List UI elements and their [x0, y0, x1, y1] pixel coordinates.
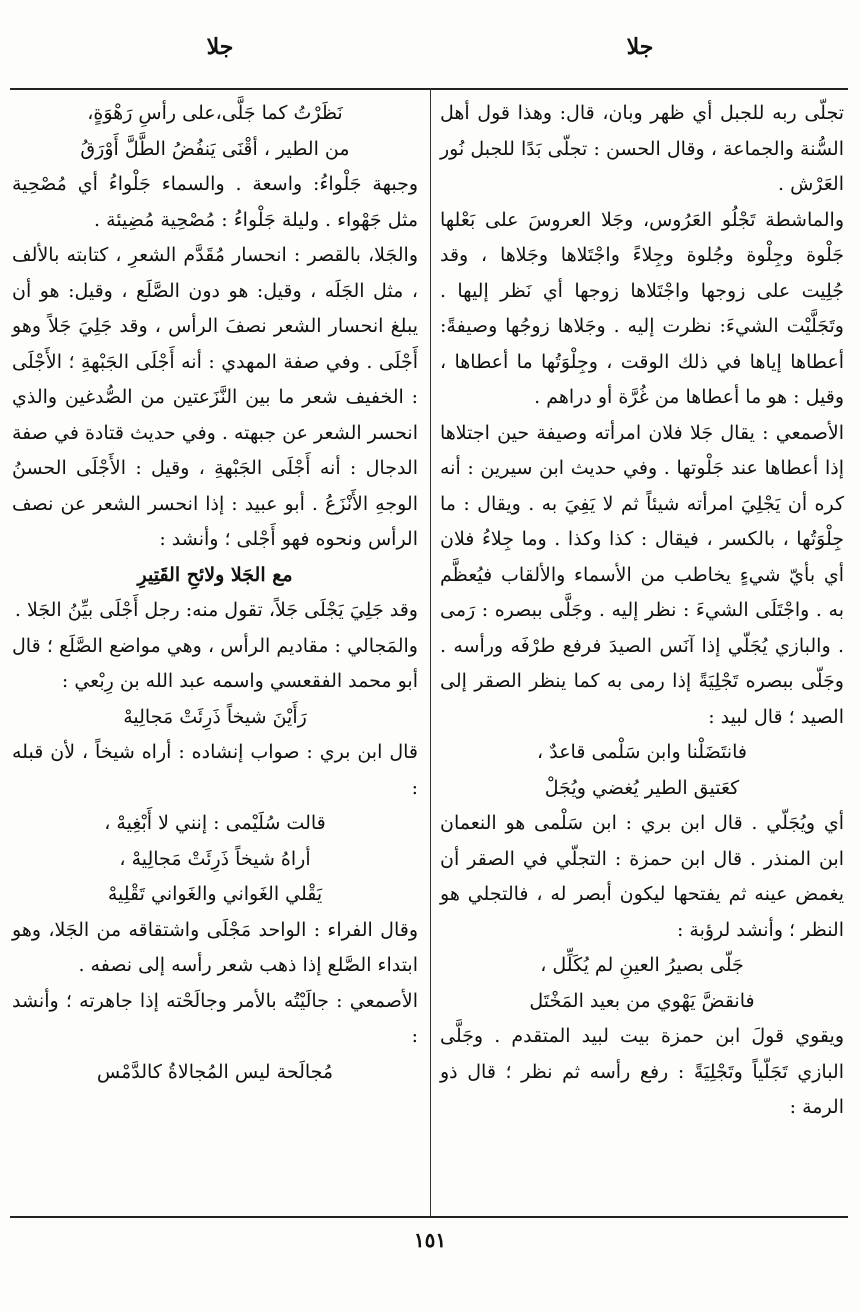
paragraph: وجبهة جَلْواءُ: واسعة . والسماء جَلْواءُ أي مُصْحِية مثل جَهْواء . وليلة جَلْواءُ : مُصْحِية مُضِيئة . [12, 173, 418, 231]
paragraph: والجَلا، بالقصر : انحسار مُقَدَّم الشعرِ ، كتابته بالألف ، مثل الجَلَه ، وقيل: هو دون الصَّلَع ، وقيل: هو أن يبلغ انحسار الشعر نصفَ الرأس ، وقد جَلِيَ جَلاً وهو أَجْلَى . وفي صفة المهدي : أنه أَجْلَى الجَبْهةِ ؛ الأَجْلَى : الخفيف شعر ما بين النَّزَعتين من الصُّدغين والذي انحسر الشعر عن جبهته . وفي حديث قتادة في صفة الدجال : أنه أَجْلَى الجَبْهةِ ، وقيل : الأَجْلَى الحسنُ الوجهِ الأَنْزَعُ . أبو عبيد : إذا انحسر الشعر عن نصف الرأس ونحوه فهو أَجْلى ؛ وأنشد : [12, 244, 418, 550]
verse-line: نَظَرْتُ كما جَلَّى،على رأسِ رَهْوَةٍ، [87, 102, 343, 124]
paragraph: الأصمعي : جالَيْتُه بالأمر وجالَحْته إذا جاهرته ؛ وأنشد : [12, 989, 418, 1047]
paragraph: الأصمعي : يقال جَلا فلان امرأته وصيفة حين اجتلاها إذا أعطاها عند جَلْوتها . وفي حديث ابن سيرين : أنه كره أن يَجْلِيَ امرأته شيئاً ثم لا يَفِيَ به . ويقال : ما جِلْوَتُها ، بالكسر ، فيقال : كذا وكذا . وما جِلاءُ فلان أي بأيّ شيءٍ يخاطب من الأسماء والألقاب فيُعظَّم به . واجْتَلَى الشيءَ : نظر إليه . وجَلَّى ببصره : رَمى . والبازي يُجَلّي إذا آنَس الصيدَ فرفع طرْفَه ورأسه . وجَلّى ببصره تَجْلِيَةً إذا رمى به كما ينظر الصقر إلى الصيد ؛ قال لبيد : [440, 421, 844, 728]
paragraph: وقد جَلِيَ يَجْلَى جَلاً، تقول منه: رجل أَجْلَى بيِّنُ الجَلا . [14, 599, 418, 621]
verse-line: جَلّى بصيرُ العينِ لم يُكَلِّل ، [540, 954, 744, 976]
paragraph: أي ويُجَلّي . قال ابن بري : ابن سَلْمى هو النعمان ابن المنذر . قال ابن حمزة : التجلّي في الصقر أن يغمض عينه ثم يفتحها ليكون أبصر له ، فالتجلي هو النظر ؛ وأنشد لرؤبة : [440, 812, 844, 941]
verse-line: أراهُ شيخاً ذَرِئَتْ مَجالِيهْ ، [119, 847, 311, 870]
verse-line: يَقْلي الغَواني والغَواني تَقْلِيهْ [107, 883, 323, 905]
paragraph: والماشطة تَجْلُو العَرُوس، وجَلا العروسَ على بَعْلها جَلْوة وجِلْوة وجُلوة وجِلاءً واجْتَلاها وجَلاها ، وقد جُلِيت على زوجها واجْتَلاها زوجها أي نَظر إليها . وتَجَلَّيْت الشيءَ: نظرت إليه . وجَلاها زوجُها وصيفةً: أعطاها إياها في ذلك الوقت ، وجِلْوَتُها ما أعطاها ، وقيل : هو ما أعطاها من غُرَّة أو دراهم . [440, 208, 844, 408]
verse-line: فانقضَّ يَهْوي من بعيد المَخْتَل [529, 989, 755, 1012]
header-entry-word-right: جلا [626, 34, 654, 60]
verse-line: من الطير ، أقْنَى يَنفُضُ الطَّلَّ أَوْرَقُ [80, 137, 350, 160]
bottom-rule [10, 1216, 848, 1218]
paragraph: ويقوي قولَ ابن حمزة بيت لبيد المتقدم . وجَلَّى البازي تَجَلّياً وتَجْلِيَةً : رفع رأسه ثم نظر ؛ قال ذو الرمة : [440, 1025, 844, 1118]
page-number: ١٥١ [413, 1228, 447, 1252]
verse-line: مع الجَلا ولائحِ القَتِيرِ [137, 563, 293, 586]
verse-line: رَأَيْنَ شيخاً ذَرِئَتْ مَجالِيهْ [123, 705, 307, 728]
left-column [12, 96, 418, 1090]
column-divider [430, 88, 431, 1216]
paragraph: والمَجالي : مقاديم الرأس ، وهي مواضع الصَّلَع ؛ قال أبو محمد الفقعسي واسمه عبد الله بن رِبْعي : [12, 634, 418, 692]
paragraph: وقال الفراء : الواحد مَجْلَى واشتقاقه من الجَلا، وهو ابتداء الصَّلع إذا ذهب شعر رأسه إلى نصفه . [12, 918, 418, 976]
header-entry-word-left: جلا [206, 34, 234, 60]
verse-line: كعَتيق الطير يُغضي ويُجَلْ [544, 776, 740, 799]
top-rule [10, 88, 848, 90]
right-column [440, 96, 844, 1126]
verse-line: قالت سُلَيْمى : إنني لا أَبْغِيهْ ، [104, 812, 326, 834]
paragraph: قال ابن بري : صواب إنشاده : أراه شيخاً ، لأن قبله : [12, 741, 418, 799]
verse-line: فانتَضَلْنا وابن سَلْمى قاعدٌ ، [537, 741, 747, 763]
paragraph: تجلّى ربه للجبل أي ظهر وبان، قال: وهذا قول أهل السُّنة والجماعة ، وقال الحسن : تجلّى بَدًا للجبل نُور العَرْش . [440, 102, 844, 195]
verse-line: مُجالَحة ليس المُجالاةُ كالدَّمْس [96, 1060, 334, 1083]
